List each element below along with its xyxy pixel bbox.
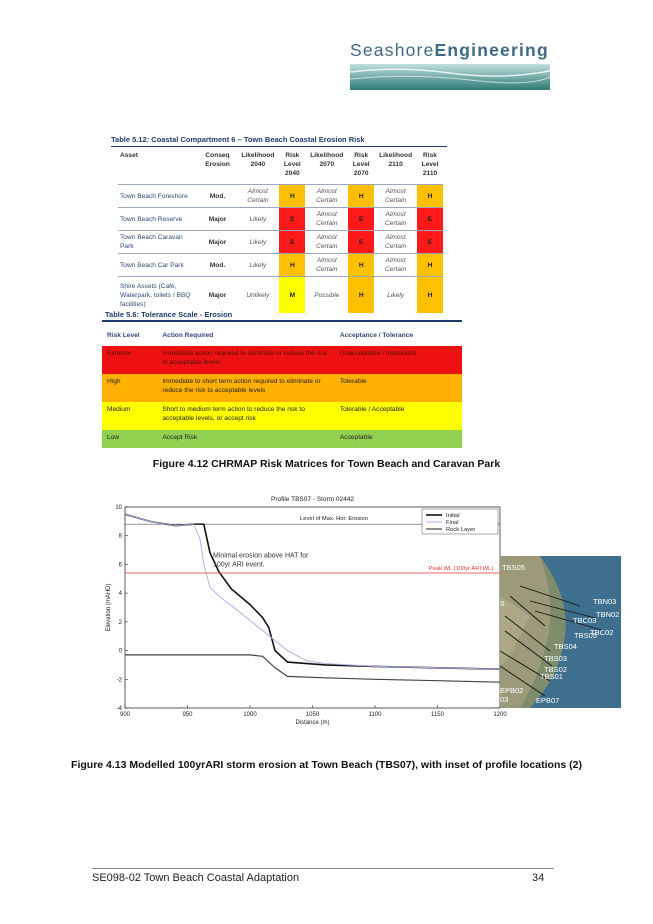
risk-cell-asset: Town Beach Reserve: [118, 208, 199, 231]
figure-412-caption: Figure 4.12 CHRMAP Risk Matrices for Town Beach and Caravan Park: [152, 458, 501, 470]
inset-label: TBC03: [573, 616, 597, 625]
risk-table-header: Conseq Erosion: [205, 152, 230, 168]
x-tick-label: 900: [119, 712, 131, 718]
risk-cell-asset: Town Beach Foreshore: [118, 185, 199, 208]
risk-cell-l2110: Likely: [374, 277, 417, 314]
y-tick-label: 8: [118, 533, 122, 540]
risk-cell-r2040: H: [279, 254, 305, 277]
tolerance-cell-action: Immediate to short term action required to eliminate or reduce the risk to acceptable levels: [157, 374, 335, 402]
y-axis-label: Elevation (mAHD): [106, 583, 112, 632]
inset-label: TBN02: [596, 610, 620, 619]
inset-label: EPB02: [500, 686, 524, 695]
y-tick-label: -4: [116, 706, 122, 712]
company-logo: [350, 40, 550, 92]
tolerance-cell-level: High: [102, 374, 157, 402]
legend-label: Final: [446, 520, 459, 526]
risk-cell-r2040: E: [279, 208, 305, 231]
risk-cell-r2070: E: [348, 231, 374, 254]
inset-label: TBS05: [574, 631, 597, 640]
x-tick-label: 1000: [243, 712, 257, 718]
legend-label: Initial: [446, 513, 460, 519]
table-56-title: Table 5.6: Tolerance Scale - Erosion: [105, 310, 233, 319]
risk-table-row: [118, 231, 443, 254]
risk-table-header: Risk Level 2040: [283, 152, 301, 177]
risk-table-header: Likelihood 2110: [379, 152, 413, 168]
risk-table-row: [118, 208, 443, 231]
footer-rule: [92, 868, 554, 869]
y-tick-label: -2: [116, 677, 122, 684]
tolerance-row: [102, 346, 462, 374]
risk-cell-l2110: Almost Certain: [374, 254, 417, 277]
risk-cell-l2070: Almost Certain: [305, 254, 348, 277]
risk-table-header: Asset: [120, 152, 138, 159]
inset-label: 3: [500, 599, 505, 608]
footer-document-title: SE098-02 Town Beach Coastal Adaptation: [92, 872, 300, 884]
risk-cell-r2110: E: [417, 231, 443, 254]
risk-cell-r2070: E: [348, 208, 374, 231]
inset-label: 03: [500, 695, 509, 704]
annotation-minimal-erosion-line-1: Minimal erosion above HAT for: [213, 552, 309, 560]
y-tick-label: 4: [118, 591, 122, 598]
inset-label: EPB07: [536, 696, 560, 705]
risk-cell-r2070: H: [348, 185, 374, 208]
tolerance-row: [102, 430, 462, 448]
risk-table-header: Risk Level 2070: [352, 152, 370, 177]
risk-cell-r2110: H: [417, 185, 443, 208]
risk-cell-asset: Town Beach Car Park: [118, 254, 199, 277]
risk-cell-conseq: Major: [199, 277, 237, 314]
inset-label: TBS01: [540, 672, 563, 681]
erosion-profile-chart: [100, 493, 520, 733]
tolerance-cell-acceptance: Unacceptable / Intolerable: [335, 346, 462, 374]
risk-cell-r2110: H: [417, 277, 443, 314]
chart-title: Profile TBS07 - Storm 02442: [271, 496, 354, 503]
profile-locations-inset-map: [500, 556, 621, 708]
x-tick-label: 1150: [431, 712, 444, 718]
risk-cell-conseq: Mod.: [199, 254, 237, 277]
risk-table-row: [118, 185, 443, 208]
risk-table-header: Likelihood 2070: [310, 152, 344, 168]
risk-cell-conseq: Mod.: [199, 185, 237, 208]
annotation-max-erosion: Level of Max. Hor. Erosion: [300, 515, 368, 522]
x-tick-label: 1100: [368, 712, 382, 718]
y-tick-label: 10: [115, 505, 122, 511]
logo-word-2: Engineering: [434, 40, 549, 60]
x-tick-label: 1200: [493, 712, 507, 718]
risk-cell-l2040: Almost Certain: [236, 185, 279, 208]
tolerance-cell-acceptance: Tolerable: [335, 374, 462, 402]
risk-cell-asset: Town Beach Caravan Park: [118, 231, 199, 254]
risk-table-header: Risk Level 2110: [421, 152, 439, 177]
risk-cell-r2070: H: [348, 254, 374, 277]
tolerance-table-header: Acceptance / Tolerance: [339, 331, 414, 339]
logo-wordmark: [350, 40, 550, 61]
risk-cell-l2040: Likely: [236, 208, 279, 231]
risk-cell-l2110: Almost Certain: [374, 185, 417, 208]
inset-label: TBS05: [502, 563, 525, 572]
risk-cell-r2070: H: [348, 277, 374, 314]
x-axis-label: Distance (m): [295, 720, 330, 726]
risk-cell-conseq: Major: [199, 208, 237, 231]
y-tick-label: 0: [118, 648, 122, 655]
tolerance-row: [102, 402, 462, 430]
x-tick-label: 1050: [305, 712, 320, 718]
risk-table-row: [118, 277, 443, 314]
table-512-rule: [111, 146, 447, 147]
risk-table-row: [118, 254, 443, 277]
risk-cell-conseq: Major: [199, 231, 237, 254]
legend-label: Rock Layer: [446, 527, 476, 533]
y-tick-label: 6: [118, 562, 122, 569]
risk-cell-asset: Shire Assets (Café, Waterpark, toilets / BBQ facilities): [118, 277, 199, 314]
annotation-peak-wl: Peak WL (100yr ARI WL): [428, 566, 494, 573]
tolerance-cell-level: Extreme: [102, 346, 157, 374]
inset-label: TBC02: [590, 628, 614, 637]
tolerance-cell-level: Low: [102, 430, 157, 448]
tolerance-table-header: Risk Level: [107, 331, 140, 339]
inset-label: TBS02: [544, 665, 567, 674]
risk-table-header: Likelihood 2040: [241, 152, 275, 168]
tolerance-cell-action: Immediate action required to eliminate or reduce the risk to acceptable levels: [157, 346, 335, 374]
risk-cell-l2070: Possible: [305, 277, 348, 314]
tolerance-cell-action: Accept Risk: [157, 430, 335, 448]
risk-cell-l2110: Almost Certain: [374, 208, 417, 231]
inset-label: TBN03: [593, 597, 617, 606]
tolerance-cell-acceptance: Tolerable / Acceptable: [335, 402, 462, 430]
risk-cell-l2110: Almost Certain: [374, 231, 417, 254]
risk-cell-r2040: E: [279, 231, 305, 254]
risk-cell-r2110: E: [417, 208, 443, 231]
page-number: 34: [532, 872, 545, 884]
tolerance-table-header: Action Required: [162, 331, 214, 339]
risk-cell-l2040: Likely: [236, 254, 279, 277]
figure-413-caption: Figure 4.13 Modelled 100yrARI storm erosion at Town Beach (TBS07), with inset of profile locations (2): [71, 759, 582, 771]
y-tick-label: 2: [118, 619, 122, 626]
tolerance-row: [102, 374, 462, 402]
logo-wave-graphic: [350, 64, 550, 90]
inset-label: TBS03: [544, 654, 567, 663]
inset-label: TBS04: [554, 642, 577, 651]
risk-cell-r2040: H: [279, 185, 305, 208]
table-56-rule: [102, 320, 462, 322]
risk-cell-l2040: Likely: [236, 231, 279, 254]
tolerance-table: [102, 324, 462, 448]
logo-word-1: Seashore: [350, 40, 435, 60]
risk-cell-l2070: Almost Certain: [305, 185, 348, 208]
tolerance-cell-acceptance: Acceptable: [335, 430, 462, 448]
tolerance-cell-level: Medium: [102, 402, 157, 430]
risk-cell-r2040: M: [279, 277, 305, 314]
annotation-minimal-erosion-line-2: 100yr ARI event.: [213, 561, 265, 569]
risk-cell-l2040: Unlikely: [236, 277, 279, 314]
risk-table: [118, 150, 443, 313]
risk-cell-l2070: Almost Certain: [305, 208, 348, 231]
tolerance-cell-action: Short to medium term action to reduce the risk to acceptable levels, or accept risk: [157, 402, 335, 430]
table-512-title: Table 5.12: Coastal Compartment 6 – Town Beach Coastal Erosion Risk: [111, 135, 365, 144]
risk-cell-l2070: Almost Certain: [305, 231, 348, 254]
risk-cell-r2110: H: [417, 254, 443, 277]
x-tick-label: 950: [182, 712, 193, 718]
